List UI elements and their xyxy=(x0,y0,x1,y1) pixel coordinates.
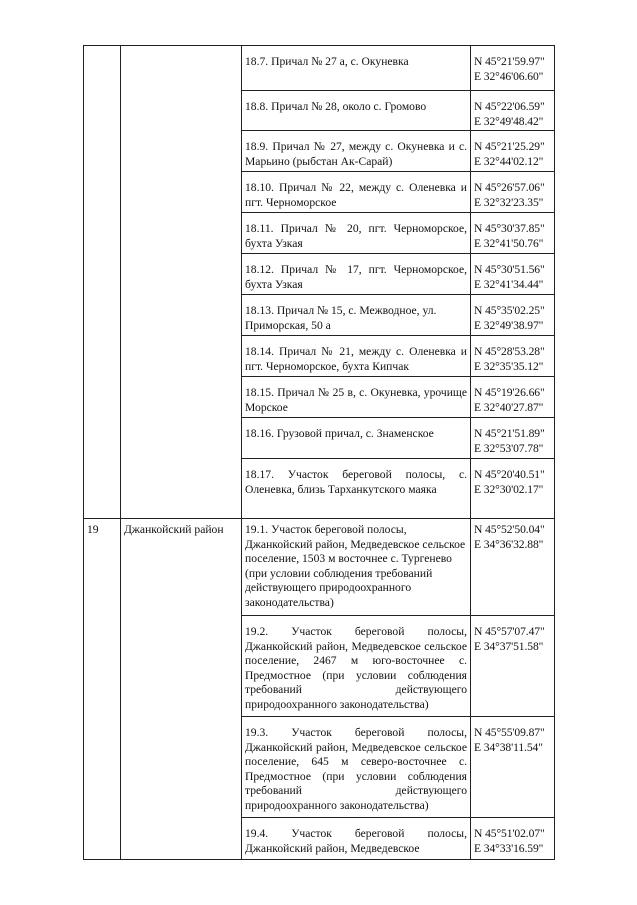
location-cell: 18.11. Причал № 20, пгт. Черноморское, бухта Узкая xyxy=(242,213,471,254)
coordinates-cell: N 45°19'26.66" E 32°40'27.87" xyxy=(471,377,555,418)
coordinates-cell: N 45°30'37.85" E 32°41'50.76" xyxy=(471,213,555,254)
district-cell xyxy=(121,46,242,519)
location-cell: 18.15. Причал № 25 в, с. Окуневка, урочище Морское xyxy=(242,377,471,418)
location-cell: 19.1. Участок береговой полосы, Джанкойский район, Медведевское сельское поселение, 1503 м восточнее с. Тургенево (при условии соблюдения требований действующего природоохранного законодательства) xyxy=(242,519,471,616)
coordinates-cell: N 45°26'57.06" E 32°32'23.35" xyxy=(471,172,555,213)
location-cell: 18.13. Причал № 15, с. Межводное, ул. Приморская, 50 а xyxy=(242,295,471,336)
coordinates-cell: N 45°57'07.47" E 34°37'51.58" xyxy=(471,616,555,717)
location-cell: 18.17. Участок береговой полосы, с. Оленевка, близь Тарханкутского маяка xyxy=(242,459,471,519)
coordinates-table xyxy=(83,45,555,860)
coordinates-cell: N 45°55'09.87" E 34°38'11.54" xyxy=(471,717,555,818)
location-cell: 19.4. Участок береговой полосы, Джанкойский район, Медведевское xyxy=(242,818,471,860)
coordinates-cell: N 45°30'51.56" E 32°41'34.44" xyxy=(471,254,555,295)
coordinates-cell: N 45°21'51.89" E 32°53'07.78" xyxy=(471,418,555,459)
location-cell: 18.9. Причал № 27, между с. Окуневка и с. Марьино (рыбстан Ак-Сарай) xyxy=(242,131,471,172)
section-number-cell xyxy=(84,46,121,519)
coordinates-cell: N 45°20'40.51" E 32°30'02.17" xyxy=(471,459,555,519)
table-row xyxy=(84,46,555,91)
location-cell: 18.16. Грузовой причал, с. Знаменское xyxy=(242,418,471,459)
coordinates-cell: N 45°21'25.29" E 32°44'02.12" xyxy=(471,131,555,172)
location-cell: 19.3. Участок береговой полосы, Джанкойский район, Медведевское сельское поселение, 645 м северо-восточнее с. Предмостное (при условии соблюдения требований действующего природоохранного законодательства) xyxy=(242,717,471,818)
location-cell: 19.2. Участок береговой полосы, Джанкойский район, Медведевское сельское поселение, 2467 м юго-восточнее с. Предмостное (при условии соблюдения требований действующего природоохранного законодательства) xyxy=(242,616,471,717)
location-cell: 18.10. Причал № 22, между с. Оленевка и пгт. Черноморское xyxy=(242,172,471,213)
location-cell: 18.14. Причал № 21, между с. Оленевка и пгт. Черноморское, бухта Кипчак xyxy=(242,336,471,377)
coordinates-cell: N 45°28'53.28" E 32°35'35.12" xyxy=(471,336,555,377)
coordinates-cell: N 45°35'02.25" E 32°49'38.97" xyxy=(471,295,555,336)
coordinates-cell: N 45°52'50.04" E 34°36'32.88" xyxy=(471,519,555,616)
location-cell: 18.7. Причал № 27 а, с. Окуневка xyxy=(242,46,471,91)
coordinates-cell: N 45°51'02.07" E 34°33'16.59" xyxy=(471,818,555,860)
table-row xyxy=(84,519,555,616)
coordinates-cell: N 45°22'06.59" E 32°49'48.42" xyxy=(471,91,555,131)
district-cell: Джанкойский район xyxy=(121,519,242,860)
location-cell: 18.12. Причал № 17, пгт. Черноморское, бухта Узкая xyxy=(242,254,471,295)
location-cell: 18.8. Причал № 28, около с. Громово xyxy=(242,91,471,131)
coordinates-cell: N 45°21'59.97" E 32°46'06.60" xyxy=(471,46,555,91)
section-number-cell: 19 xyxy=(84,519,121,860)
